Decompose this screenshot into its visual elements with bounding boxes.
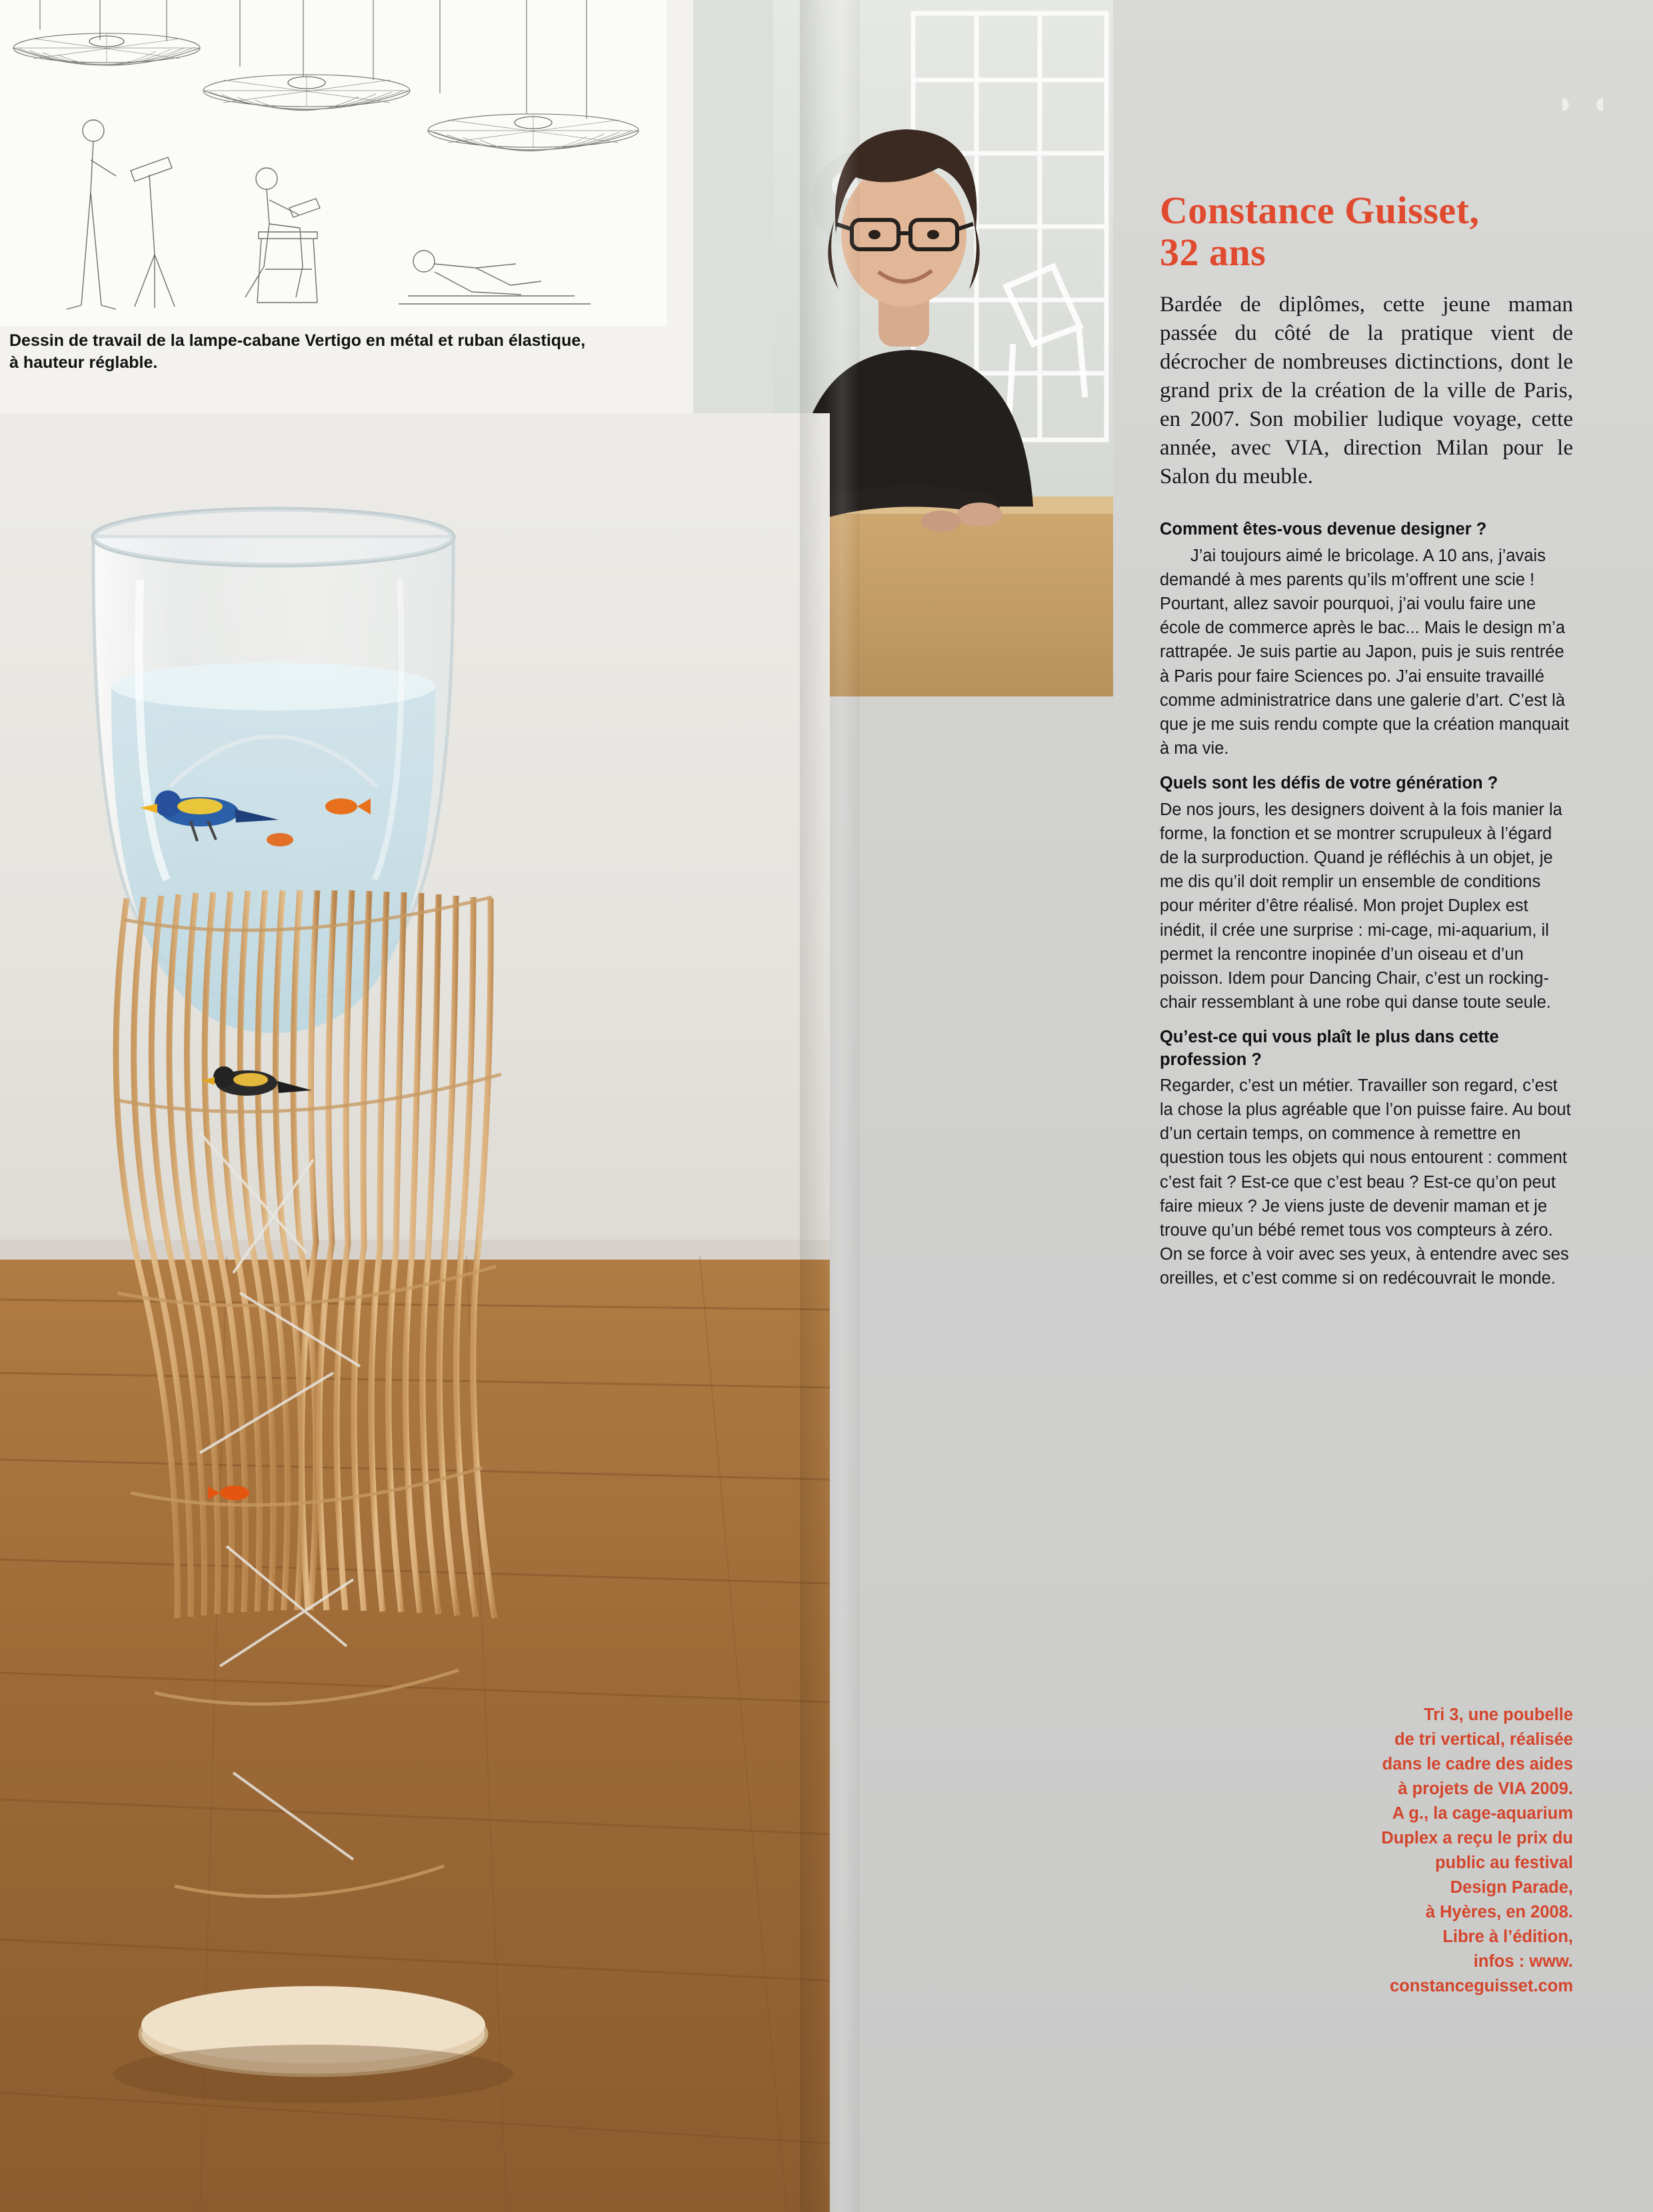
red-caption-line: à projets de VIA 2009. [1398, 1779, 1573, 1798]
answer-3: Regarder, c’est un métier. Travailler son regard, c’est la chose la plus agréable que l’on puisse faire. Au bout d’un certain temps, on commence à remettre en question tous les objets qui nous entourent : comment c’est fait ? Est-ce que c’est beau ? Est-ce qu’on peut faire mieux ? Je viens juste de devenir maman et je trouve qu’un bébé remet tous vos compteurs à zéro. On se force à voir avec ses yeux, à entendre avec ses oreilles, et c’est comme si on redécouvrait le monde. [1160, 1076, 1571, 1288]
figure-caption-left: Dessin de travail de la lampe-cabane Vertigo en métal et ruban élastique, à hauteur réglable. [9, 331, 586, 373]
question-3: Qu’est-ce qui vous plaît le plus dans cette profession ? [1160, 1028, 1499, 1069]
question-2: Quels sont les défis de votre génération ? [1160, 774, 1498, 793]
product-caption-red [973, 1703, 1573, 1999]
qa-block-1 [1160, 519, 1573, 1290]
headline-line-1: Constance Guisset, [1160, 189, 1480, 232]
red-caption-line: Libre à l’édition, [1442, 1927, 1573, 1946]
red-caption-line: constanceguisset.com [1390, 1976, 1573, 1995]
standfirst-paragraph: Bardée de diplômes, cette jeune maman passée du côté de la pratique vient de décrocher de nombreuses dictinctions, dont le grand prix de la création de la ville de Paris, en 2007. Son mobilier ludique voyage, cette année, avec VIA, direction Milan pour le Salon du meuble. [1160, 293, 1573, 489]
product-illustration [0, 413, 830, 2212]
red-caption-line: dans le cadre des aides [1382, 1754, 1573, 1773]
answer-2: De nos jours, les designers doivent à la fois manier la forme, la fonction et se montrer scrupuleux à l’égard de la surproduction. Quand je réfléchis à un objet, je me dis qu’il doit remplir un ensemble de conditions pour mériter d’être réalisé. Mon projet Duplex est inédit, il crée une surprise : mi-cage, mi-aquarium, il permet la rencontre inopinée d’un oiseau et d’un poisson. Idem pour Dancing Chair, c’est un rocking-chair ressemblant à une robe qui danse toute seule. [1160, 800, 1562, 1012]
red-caption-line: infos : www. [1473, 1951, 1573, 1971]
red-caption-line: Duplex a reçu le prix du [1381, 1828, 1573, 1847]
red-caption-line: Tri 3, une poubelle [1424, 1705, 1573, 1724]
red-caption-line: à Hyères, en 2008. [1425, 1902, 1573, 1921]
red-caption-line: de tri vertical, réalisée [1394, 1729, 1573, 1749]
vertigo-sketch-figure [0, 0, 667, 327]
answer-1: J’ai toujours aimé le bricolage. A 10 ans, j’avais demandé à mes parents qu’ils m’offrent une scie ! Pourtant, allez savoir pourquoi, j’ai voulu faire une école de commerce après le bac... Mais le design m’a rattrapée. Je suis partie au Japon, puis je suis rentrée à Paris pour faire Sciences po. J’ai ensuite travaillé comme administratrice dans une galerie d’art. C’est là que je me suis rendu compte que la création manquait à ma vie. [1160, 546, 1569, 758]
duplex-cage-aquarium-photo [0, 413, 830, 2212]
question-1: Comment êtes-vous devenue designer ? [1160, 520, 1487, 539]
page-corner-mark: ◗ ◖ [1556, 86, 1613, 120]
red-caption-line: Design Parade, [1450, 1877, 1573, 1897]
headline-line-2: 32 ans [1160, 230, 1266, 274]
page-title [1160, 190, 1573, 273]
article-text-column [1160, 190, 1573, 1303]
red-caption-line: public au festival [1435, 1853, 1573, 1872]
red-caption-line: A g., la cage-aquarium [1392, 1803, 1573, 1823]
vertigo-sketch-drawing [0, 0, 667, 327]
